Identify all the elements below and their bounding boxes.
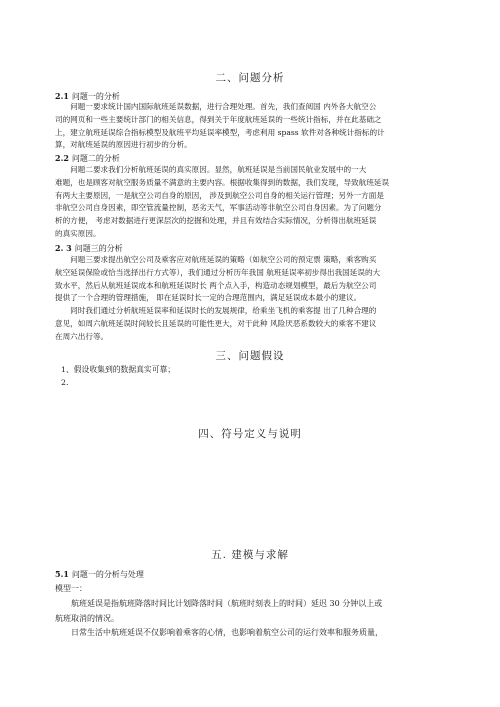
assumption-item: 2. xyxy=(61,378,69,387)
paragraph-2-3 xyxy=(55,254,449,344)
text-line: 析的方便， 考虑对数据进行更深层次的挖掘和处理，并且有效结合实际情况，分析得出航班延误 xyxy=(55,216,377,226)
text-line: 难题，也是顾客对航空服务质量不满意的主要内容。根据收集得到的数据，我们发现，导致航班延误 xyxy=(55,177,390,187)
text-line: 算，对航班延误的原因进行初步的分析。 xyxy=(55,140,192,150)
subsection-number: 5.1 xyxy=(55,569,69,579)
text-line: 航班取消的情况。 xyxy=(55,613,119,623)
subsection-5-1-heading xyxy=(55,569,144,580)
subsection-title: 问题一的分析 xyxy=(71,92,120,101)
subsection-2-2-heading xyxy=(55,153,120,164)
paragraph-2-2 xyxy=(55,164,449,241)
paragraph-2-1 xyxy=(55,101,449,152)
text-line: 问题一要求统计国内国际航班延误数据，进行合理处理。首先，我们查阅国 内外各大航空公 xyxy=(55,102,377,111)
subsection-number: 2.2 xyxy=(55,153,69,163)
text-line: 有两大主要原因，一是航空公司自身的原因， 涉及到航空公司自身的相关运行管理；另外一方面是 xyxy=(55,190,384,200)
text-line: 航空延误保险或恰当选择出行方式等），我们通过分析历年我国 航班延误率初步得出我国延误的大 xyxy=(55,267,381,277)
text-line: 问题二要求我们分析航班延误的真实原因。显然，航班延误是当前国民航业发展中的一大 xyxy=(55,165,367,174)
text-line: 致水平，然后从航班延误成本和航班延误时长 两个点入手，构造动态规划模型，最后为航空公司 xyxy=(55,280,377,290)
assumption-item: 1、假设收集到的数据真实可靠； xyxy=(61,365,176,374)
subsection-number: 2. 3 xyxy=(55,243,72,253)
subsection-title: 问题一的分析与处理 xyxy=(71,570,144,579)
text-line: 上，建立航班延误综合指标模型及航班平均延误率模型，考虑利用 spass 软件对各种统计指标的计 xyxy=(55,127,385,137)
text-line: 同时我们通过分析航班延误率和延误时长的发展规律，给乘坐飞机的乘客提 出了几种合理的 xyxy=(55,306,377,316)
subsection-number: 2.1 xyxy=(55,91,69,101)
subsection-title: 问题三的分析 xyxy=(74,244,123,253)
text-line: 日常生活中航班延误不仅影响着乘客的心情，也影响着航空公司的运行效率和服务质量， xyxy=(55,628,383,637)
section-2-heading: 二、问题分析 xyxy=(215,72,285,84)
subsection-2-3-heading xyxy=(55,243,123,254)
text-line: 司的网页和一些主要统计部门的相关信息，得到关于年度航班延误的一些统计指标，并在此基础之 xyxy=(55,114,382,124)
section-5-heading: 五. 建模与求解 xyxy=(211,549,289,561)
assumption-list xyxy=(61,363,175,389)
section-3-heading: 三、问题假设 xyxy=(215,350,285,362)
text-line: 意见，如周六航班延误时间较长且延误的可能性更大，对于此种 风险厌恶系数较大的乘客不建议 xyxy=(55,318,377,328)
text-line: 问题三要求提出航空公司及乘客应对航班延误的策略（如航空公司的预定票 策略，乘客购买 xyxy=(55,255,377,264)
text-line: 非航空公司自身因素，即空管流量控制，恶劣天气，军事活动等非航空公司自身因素。为了问题分 xyxy=(55,203,382,213)
model-label: 模型一： xyxy=(55,584,87,593)
text-line: 的真实原因。 xyxy=(55,228,101,238)
text-line: 提供了一个合理的管理措施， 即在延误时长一定的合理范围内，满足延误成本最小的建议。 xyxy=(55,293,362,303)
subsection-title: 问题二的分析 xyxy=(71,154,120,163)
text-line: 在周六出行等。 xyxy=(55,331,109,341)
paragraph-5-1 xyxy=(55,597,449,641)
text-line: 航班延误是指航班降落时间比计划降落时间（航班时刻表上的时间）延迟 30 分钟以上或 xyxy=(55,599,383,608)
section-4-heading: 四、符号定义与说明 xyxy=(198,428,302,440)
